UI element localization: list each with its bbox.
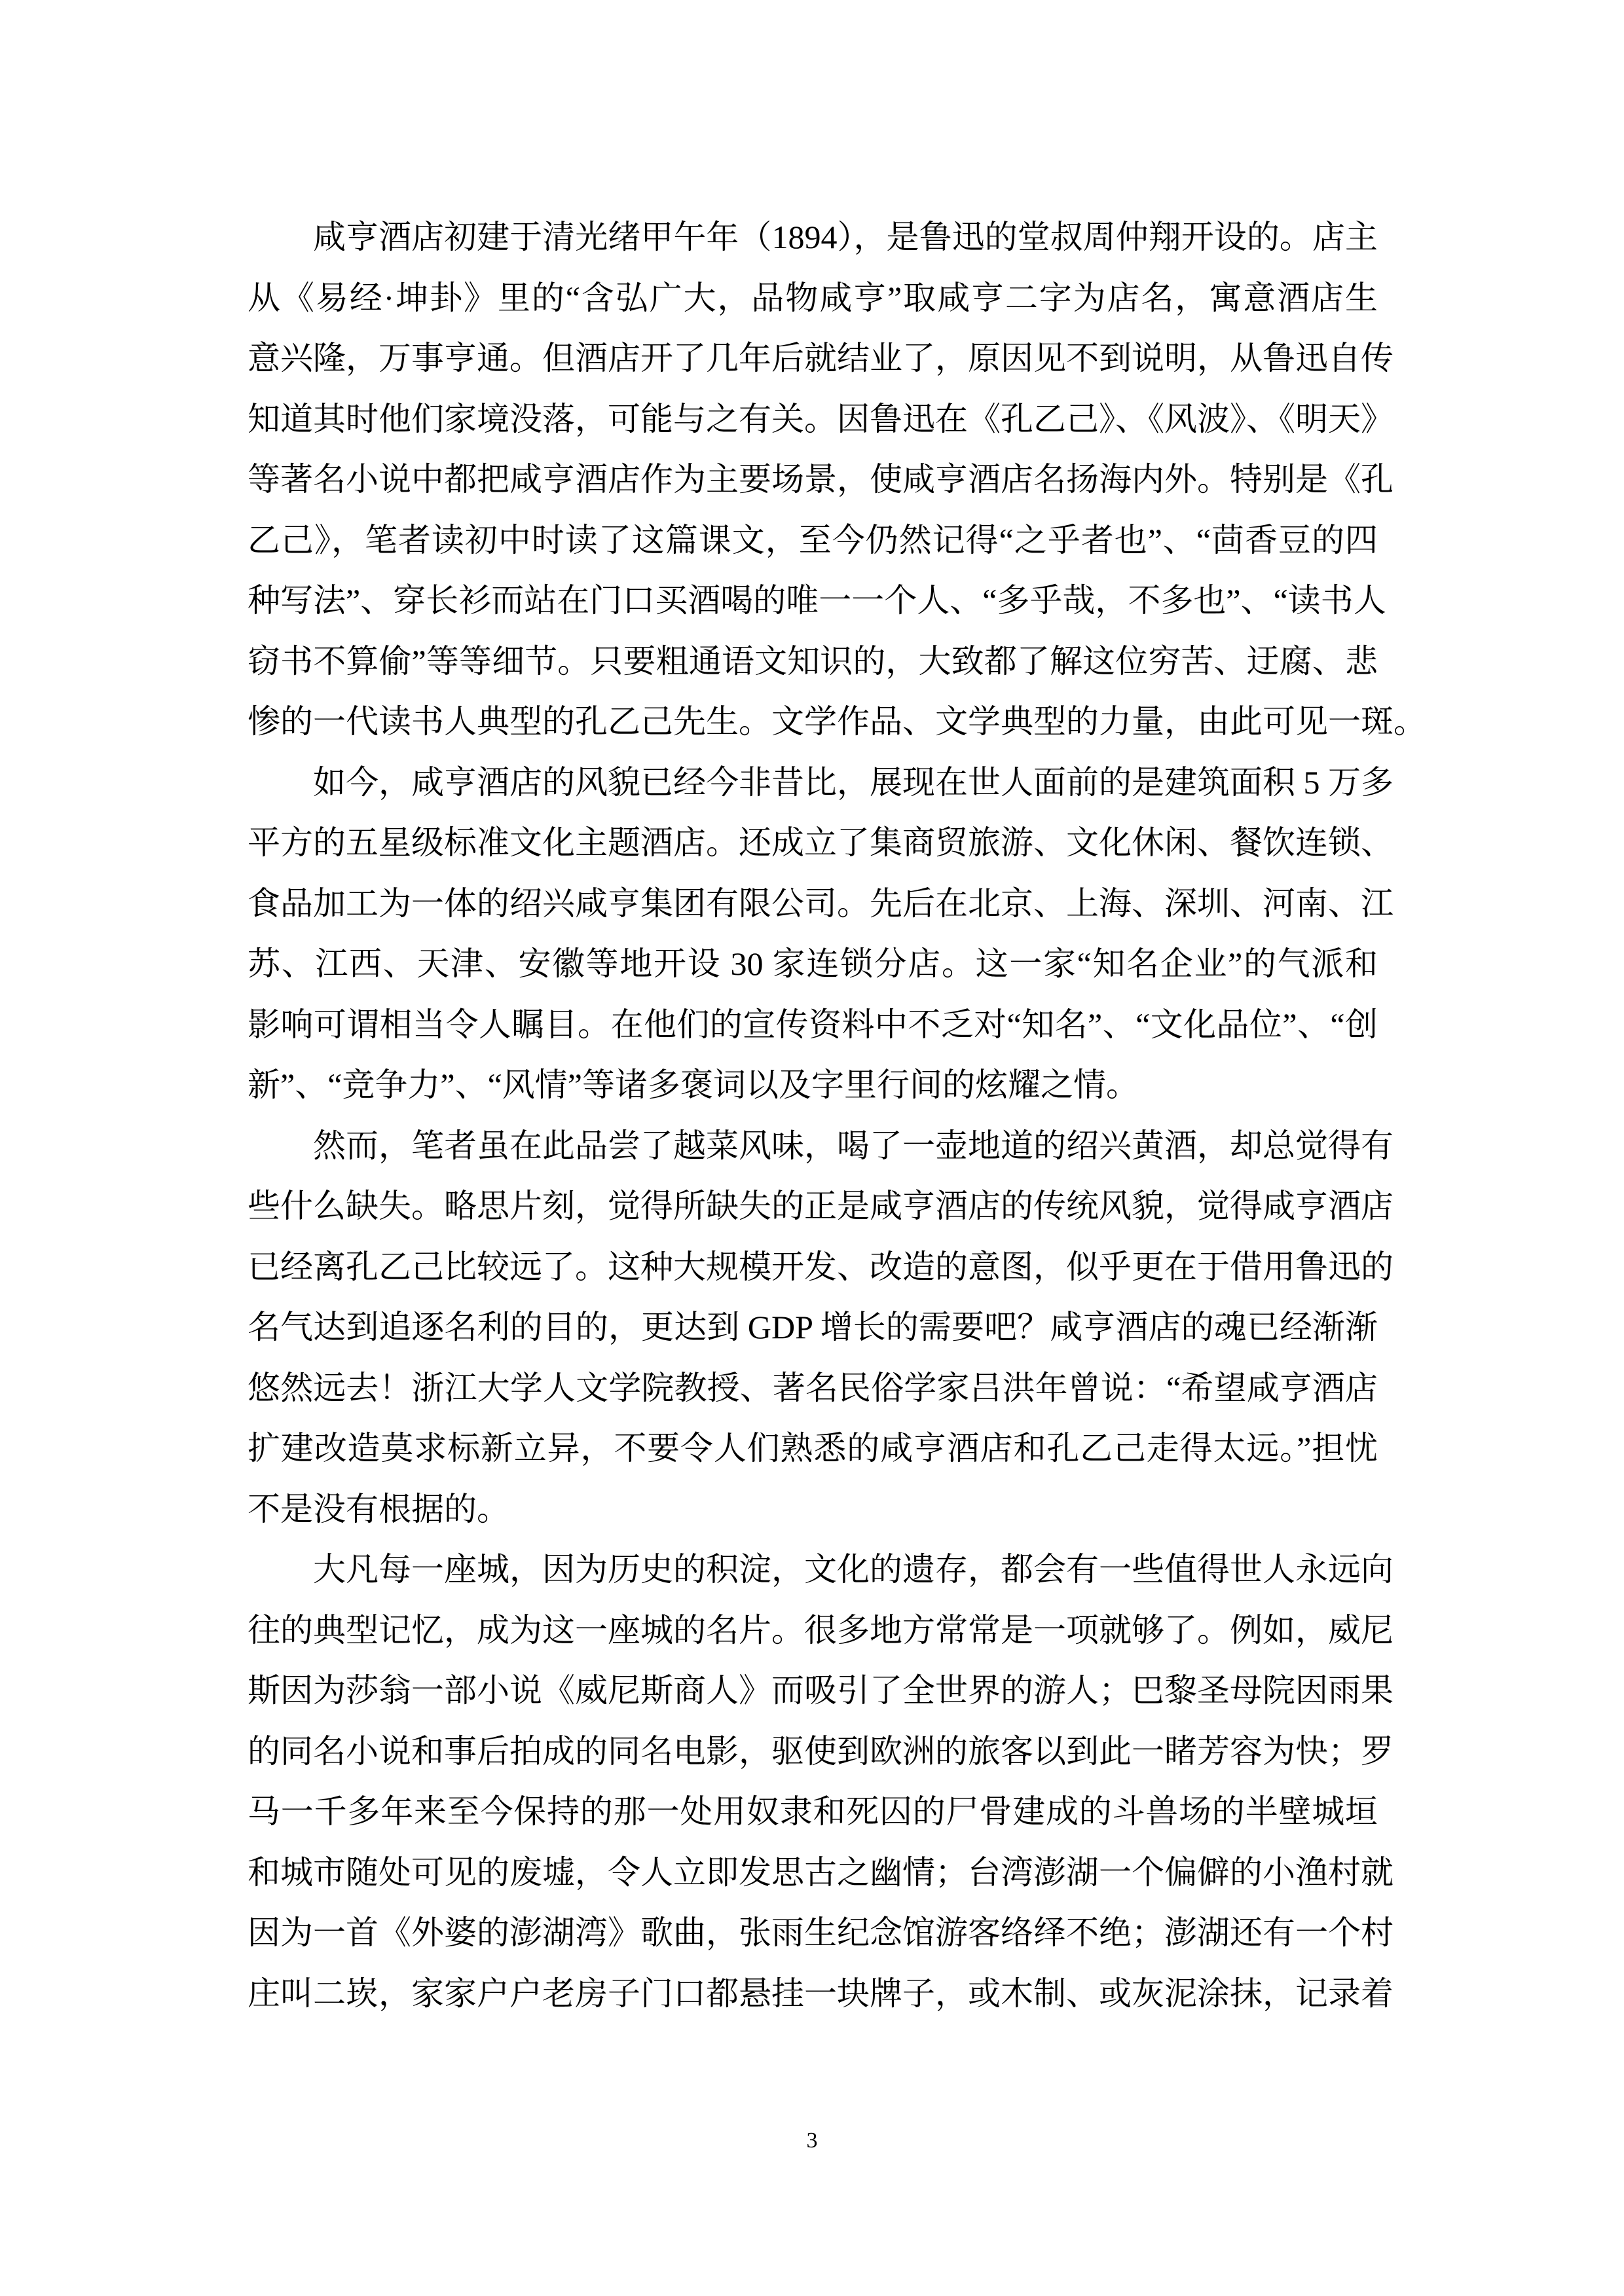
text-line: 马一千多年来至今保持的那一处用奴隶和死囚的尸骨建成的斗兽场的半壁城垣 xyxy=(248,1793,1378,1830)
text-line: 不是没有根据的。 xyxy=(248,1490,509,1527)
text-line: 食品加工为一体的绍兴咸亨集团有限公司。先后在北京、上海、深圳、河南、江 xyxy=(248,884,1393,922)
text-line: 庄叫二崁，家家户户老房子门口都悬挂一块牌子，或木制、或灰泥涂抹，记录着 xyxy=(248,1975,1393,2012)
text-line: 影响可谓相当令人瞩目。在他们的宣传资料中不乏对“知名”、“文化品位”、“创 xyxy=(248,1006,1378,1043)
paragraph-2 xyxy=(248,752,1393,1116)
text-line: 些什么缺失。略思片刻，觉得所缺失的正是咸亨酒店的传统风貌，觉得咸亨酒店 xyxy=(248,1188,1393,1224)
text-line: 等著名小说中都把咸亨酒店作为主要场景，使咸亨酒店名扬海内外。特别是《孔 xyxy=(248,461,1393,498)
text-line: 种写法”、穿长衫而站在门口买酒喝的唯一一个人、“多乎哉，不多也”、“读书人 xyxy=(248,582,1386,619)
text-line: 和城市随处可见的废墟，令人立即发思古之幽情；台湾澎湖一个偏僻的小渔村就 xyxy=(248,1853,1393,1891)
text-line: 从《易经·坤卦》里的“含弘广大，品物咸亨”取咸亨二字为店名，寓意酒店生 xyxy=(248,279,1378,316)
text-line: 的同名小说和事后拍成的同名电影，驱使到欧洲的旅客以到此一睹芳容为快；罗 xyxy=(248,1732,1393,1770)
text-line: 苏、江西、天津、安徽等地开设 30 家连锁分店。这一家“知名企业”的气派和 xyxy=(248,945,1378,982)
text-line: 斯因为莎翁一部小说《威尼斯商人》而吸引了全世界的游人；巴黎圣母院因雨果 xyxy=(248,1672,1393,1709)
text-line: 已经离孔乙己比较远了。这种大规模开发、改造的意图，似乎更在于借用鲁迅的 xyxy=(248,1248,1393,1285)
text-line: 惨的一代读书人典型的孔乙己先生。文学作品、文学典型的力量，由此可见一斑。 xyxy=(248,703,1426,740)
text-line: 悠然远去！浙江大学人文学院教授、著名民俗学家吕洪年曾说：“希望咸亨酒店 xyxy=(248,1369,1378,1406)
text-line: 窃书不算偷”等等细节。只要粗通语文知识的，大致都了解这位穷苦、迂腐、悲 xyxy=(248,642,1378,680)
paragraph-3 xyxy=(248,1116,1393,1540)
text-line: 意兴隆，万事亨通。但酒店开了几年后就结业了，原因见不到说明，从鲁迅自传 xyxy=(248,340,1393,376)
text-line: 大凡每一座城，因为历史的积淀，文化的遗存，都会有一些值得世人永远向 xyxy=(313,1551,1393,1588)
body-text xyxy=(248,207,1426,2024)
text-line: 乙己》，笔者读初中时读了这篇课文，至今仍然记得“之乎者也”、“茴香豆的四 xyxy=(248,521,1378,558)
text-line: 然而，笔者虽在此品尝了越菜风味，喝了一壶地道的绍兴黄酒，却总觉得有 xyxy=(313,1127,1393,1164)
text-line: 知道其时他们家境没落，可能与之有关。因鲁迅在《孔乙己》、《风波》、《明天》 xyxy=(248,400,1393,437)
text-line: 如今，咸亨酒店的风貌已经今非昔比，展现在世人面前的是建筑面积 5 万多 xyxy=(313,763,1393,801)
paragraph-1 xyxy=(248,207,1426,752)
paragraph-4 xyxy=(248,1539,1393,2024)
text-line: 新”、“竞争力”、“风情”等诸多褒词以及字里行间的炫耀之情。 xyxy=(248,1066,1139,1103)
text-line: 名气达到追逐名利的目的，更达到 GDP 增长的需要吧？咸亨酒店的魂已经渐渐 xyxy=(248,1309,1378,1345)
text-line: 因为一首《外婆的澎湖湾》歌曲，张雨生纪念馆游客络绎不绝；澎湖还有一个村 xyxy=(248,1914,1393,1951)
text-line: 扩建改造莫求标新立异，不要令人们熟悉的咸亨酒店和孔乙己走得太远。”担忧 xyxy=(248,1430,1378,1467)
page-number: 3 xyxy=(806,2128,818,2153)
text-line: 咸亨酒店初建于清光绪甲午年（1894），是鲁迅的堂叔周仲翔开设的。店主 xyxy=(313,219,1378,255)
text-line: 平方的五星级标准文化主题酒店。还成立了集商贸旅游、文化休闲、餐饮连锁、 xyxy=(248,824,1393,861)
text-line: 往的典型记忆，成为这一座城的名片。很多地方常常是一项就够了。例如，威尼 xyxy=(248,1611,1393,1649)
